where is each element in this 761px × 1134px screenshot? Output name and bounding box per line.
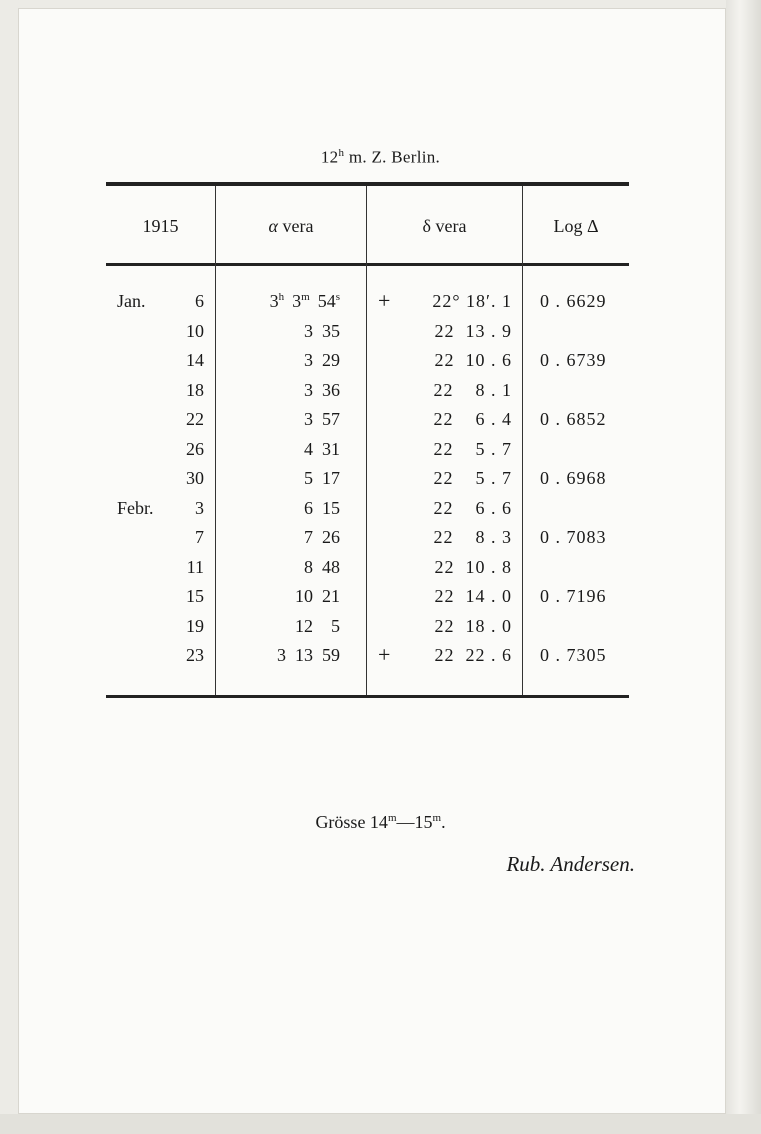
table-row	[0, 439, 761, 467]
date-day: 26	[186, 438, 204, 459]
date-day: 11	[186, 556, 204, 577]
table-row	[0, 288, 761, 319]
right-ascension: 3 57	[304, 409, 340, 429]
header-number: 12	[320, 147, 339, 167]
column-header-year: 1915	[142, 216, 179, 236]
declination: 22 8 . 1	[433, 379, 512, 400]
magnitude-end: .	[441, 812, 446, 832]
declination: 22 6 . 4	[433, 409, 512, 429]
date-month: Febr.	[117, 497, 154, 518]
table-row	[0, 498, 761, 526]
declination: 22 10 . 6	[434, 350, 512, 370]
right-ascension: 8 48	[304, 556, 340, 577]
table-row	[0, 468, 761, 496]
table-row	[0, 321, 761, 349]
column-header-dec: δ vera	[422, 216, 467, 236]
right-ascension: 3 29	[304, 350, 340, 370]
ra-hours: 3	[269, 291, 279, 311]
table-row	[0, 616, 761, 644]
log-distance: 0 . 6739	[540, 350, 607, 370]
date-day: 14	[186, 350, 204, 370]
right-ascension: 3 35	[304, 320, 340, 341]
magnitude-sup-1: m	[387, 812, 397, 824]
date-day: 18	[186, 379, 204, 400]
ra-seconds: 54	[317, 291, 336, 311]
table-row	[0, 527, 761, 555]
right-ascension: 4 31	[304, 438, 340, 459]
declination: 22 6 . 6	[433, 497, 512, 518]
log-distance: 0 . 6968	[540, 468, 607, 488]
declination: 22 13 . 9	[434, 320, 512, 341]
alpha-symbol: α	[268, 216, 278, 236]
magnitude-prefix: Grösse 14	[315, 812, 388, 832]
ra-hours-unit: h	[278, 291, 285, 303]
log-distance: 0 . 7196	[540, 586, 607, 606]
log-distance: 0 . 6629	[540, 291, 607, 311]
log-distance: 0 . 7083	[540, 527, 607, 547]
column-header-log: Log Δ	[553, 216, 599, 236]
magnitude-note	[0, 812, 761, 833]
date-day: 19	[186, 615, 204, 636]
declination-sign: +	[378, 642, 391, 667]
table-header-rule	[106, 263, 629, 266]
table-row	[0, 586, 761, 614]
right-ascension: 3 36	[304, 379, 340, 400]
header-text: m. Z. Berlin.	[344, 147, 441, 167]
date-day: 22	[186, 409, 204, 429]
ra-minutes-unit: m	[301, 291, 310, 303]
ra-word: vera	[277, 216, 314, 236]
right-ascension: 10 21	[295, 586, 340, 606]
right-ascension: 6 15	[304, 497, 340, 518]
page-header	[0, 147, 761, 168]
right-ascension: 12 5	[295, 615, 340, 636]
right-ascension: 7 26	[304, 527, 340, 547]
right-ascension: 3 13 59	[277, 645, 340, 665]
ra-seconds-unit: s	[335, 291, 340, 303]
right-ascension	[270, 291, 340, 312]
date-day: 7	[195, 527, 204, 547]
table-row	[0, 557, 761, 585]
date-day: 15	[186, 586, 204, 606]
magnitude-mid: —15	[396, 812, 433, 832]
log-distance: 0 . 7305	[540, 645, 607, 665]
table-row	[0, 380, 761, 408]
declination: 22 22 . 6	[434, 645, 512, 665]
declination: 22 18 . 0	[434, 615, 512, 636]
date-day: 30	[186, 468, 204, 488]
magnitude-sup-2: m	[432, 812, 442, 824]
right-ascension: 5 17	[304, 468, 340, 488]
header-superscript: h	[338, 147, 345, 159]
column-header-ra	[216, 216, 366, 237]
date-day: 3	[195, 497, 204, 518]
table-top-rule	[106, 182, 629, 186]
log-distance: 0 . 6852	[540, 409, 607, 429]
declination-sign: +	[378, 288, 391, 313]
date-day: 10	[186, 320, 204, 341]
date-day: 6	[195, 291, 204, 311]
table-row	[0, 409, 761, 437]
declination: 22 10 . 8	[434, 556, 512, 577]
signature: Rub. Andersen.	[506, 852, 635, 876]
table-row	[0, 642, 761, 673]
date-month: Jan.	[117, 291, 146, 311]
declination: 22 5 . 7	[433, 438, 512, 459]
declination: 22 14 . 0	[434, 586, 512, 606]
ra-minutes: 3	[292, 291, 302, 311]
table-row	[0, 350, 761, 378]
declination: 22 8 . 3	[433, 527, 512, 547]
table-bottom-rule	[106, 695, 629, 698]
date-day: 23	[186, 645, 204, 665]
page-edge-bottom	[0, 1114, 761, 1134]
declination: 22° 18′. 1	[432, 291, 512, 311]
declination: 22 5 . 7	[433, 468, 512, 488]
